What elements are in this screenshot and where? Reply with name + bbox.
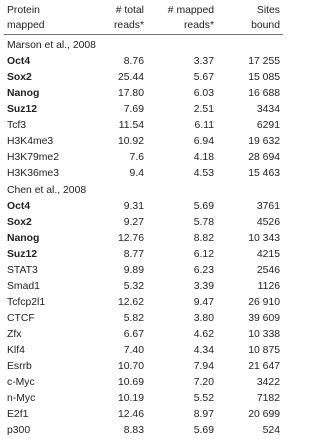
table-header xyxy=(4,4,283,35)
total-reads-cell: 12.46 xyxy=(80,407,147,423)
total-reads-cell: 11.54 xyxy=(80,118,147,134)
sites-bound-cell: 524 xyxy=(217,423,283,439)
header-sites: Sites xyxy=(217,4,283,19)
sites-bound-cell: 20 699 xyxy=(217,407,283,423)
section-heading-row xyxy=(4,182,283,199)
protein-name-cell: Suz12 xyxy=(4,247,80,263)
mapped-reads-cell: 6.94 xyxy=(147,134,217,150)
total-reads-cell: 10.92 xyxy=(80,134,147,150)
mapped-reads-cell: 5.69 xyxy=(147,423,217,439)
sites-bound-cell: 4526 xyxy=(217,215,283,231)
mapped-reads-cell: 7.94 xyxy=(147,359,217,375)
sites-bound-cell: 21 647 xyxy=(217,359,283,375)
mapped-reads-cell: 9.47 xyxy=(147,295,217,311)
protein-name-cell: H3K4me3 xyxy=(4,134,80,150)
table-row xyxy=(4,247,283,263)
table-row xyxy=(4,118,283,134)
total-reads-cell: 10.70 xyxy=(80,359,147,375)
mapped-reads-cell: 7.20 xyxy=(147,375,217,391)
sites-bound-cell: 10 338 xyxy=(217,327,283,343)
sites-bound-cell: 28 694 xyxy=(217,150,283,166)
mapped-reads-cell: 3.80 xyxy=(147,311,217,327)
sites-bound-cell: 19 632 xyxy=(217,134,283,150)
table-row xyxy=(4,70,283,86)
total-reads-cell: 12.62 xyxy=(80,295,147,311)
sites-bound-cell: 17 255 xyxy=(217,54,283,70)
mapped-reads-cell: 4.18 xyxy=(147,150,217,166)
mapped-reads-cell: 4.34 xyxy=(147,343,217,359)
header-protein-line2: mapped xyxy=(4,19,80,35)
total-reads-cell: 9.89 xyxy=(80,263,147,279)
table-body xyxy=(4,35,283,439)
table-row xyxy=(4,54,283,70)
total-reads-cell: 12.76 xyxy=(80,231,147,247)
sites-bound-cell: 26 910 xyxy=(217,295,283,311)
protein-name-cell: Esrrb xyxy=(4,359,80,375)
mapped-reads-cell: 2.51 xyxy=(147,102,217,118)
header-mapped-reads-line2: reads* xyxy=(147,19,217,35)
total-reads-cell: 9.31 xyxy=(80,199,147,215)
sites-bound-cell: 16 688 xyxy=(217,86,283,102)
table-row xyxy=(4,359,283,375)
sites-bound-cell: 3422 xyxy=(217,375,283,391)
protein-name-cell: Klf4 xyxy=(4,343,80,359)
table-row xyxy=(4,150,283,166)
table-row xyxy=(4,263,283,279)
total-reads-cell: 10.69 xyxy=(80,375,147,391)
protein-name-cell: Smad1 xyxy=(4,279,80,295)
table-row xyxy=(4,423,283,439)
sites-bound-cell: 4215 xyxy=(217,247,283,263)
total-reads-cell: 17.80 xyxy=(80,86,147,102)
header-sites-line2: bound xyxy=(217,19,283,35)
table-row xyxy=(4,86,283,102)
table-row xyxy=(4,375,283,391)
sites-bound-cell: 10 875 xyxy=(217,343,283,359)
protein-name-cell: Tcfcp2l1 xyxy=(4,295,80,311)
table-row xyxy=(4,407,283,423)
mapped-reads-cell: 6.03 xyxy=(147,86,217,102)
protein-name-cell: Tcf3 xyxy=(4,118,80,134)
sites-bound-cell: 39 609 xyxy=(217,311,283,327)
header-total-reads: # total xyxy=(80,4,147,19)
protein-name-cell: Oct4 xyxy=(4,54,80,70)
protein-name-cell: H3K36me3 xyxy=(4,166,80,182)
mapped-reads-cell: 3.39 xyxy=(147,279,217,295)
mapped-reads-cell: 5.78 xyxy=(147,215,217,231)
table-row xyxy=(4,295,283,311)
mapped-reads-cell: 6.12 xyxy=(147,247,217,263)
mapped-reads-cell: 3.37 xyxy=(147,54,217,70)
total-reads-cell: 8.76 xyxy=(80,54,147,70)
total-reads-cell: 5.32 xyxy=(80,279,147,295)
table-row xyxy=(4,215,283,231)
table-row xyxy=(4,134,283,150)
section-title: Chen et al., 2008 xyxy=(4,182,283,199)
section-title: Marson et al., 2008 xyxy=(4,35,283,54)
header-mapped-reads: # mapped xyxy=(147,4,217,19)
protein-name-cell: CTCF xyxy=(4,311,80,327)
sites-bound-cell: 3434 xyxy=(217,102,283,118)
protein-name-cell: E2f1 xyxy=(4,407,80,423)
total-reads-cell: 8.77 xyxy=(80,247,147,263)
table-row xyxy=(4,327,283,343)
table-row xyxy=(4,199,283,215)
protein-name-cell: STAT3 xyxy=(4,263,80,279)
total-reads-cell: 7.40 xyxy=(80,343,147,359)
protein-name-cell: Suz12 xyxy=(4,102,80,118)
mapped-reads-cell: 8.97 xyxy=(147,407,217,423)
mapped-reads-cell: 8.82 xyxy=(147,231,217,247)
mapped-reads-cell: 4.53 xyxy=(147,166,217,182)
total-reads-cell: 9.27 xyxy=(80,215,147,231)
table-row xyxy=(4,343,283,359)
protein-name-cell: p300 xyxy=(4,423,80,439)
protein-name-cell: c-Myc xyxy=(4,375,80,391)
header-protein: Protein xyxy=(4,4,80,19)
table-row xyxy=(4,231,283,247)
protein-name-cell: n-Myc xyxy=(4,391,80,407)
mapped-reads-cell: 4.62 xyxy=(147,327,217,343)
sites-bound-cell: 15 463 xyxy=(217,166,283,182)
protein-name-cell: Sox2 xyxy=(4,70,80,86)
protein-name-cell: H3K79me2 xyxy=(4,150,80,166)
sites-bound-cell: 1126 xyxy=(217,279,283,295)
total-reads-cell: 10.19 xyxy=(80,391,147,407)
sites-bound-cell: 3761 xyxy=(217,199,283,215)
table-row xyxy=(4,311,283,327)
total-reads-cell: 5.82 xyxy=(80,311,147,327)
total-reads-cell: 7.69 xyxy=(80,102,147,118)
protein-name-cell: Zfx xyxy=(4,327,80,343)
reads-table xyxy=(4,4,283,439)
total-reads-cell: 7.6 xyxy=(80,150,147,166)
mapped-reads-cell: 6.23 xyxy=(147,263,217,279)
protein-name-cell: Nanog xyxy=(4,86,80,102)
protein-name-cell: Nanog xyxy=(4,231,80,247)
mapped-reads-cell: 6.11 xyxy=(147,118,217,134)
mapped-reads-cell: 5.67 xyxy=(147,70,217,86)
section-heading-row xyxy=(4,35,283,54)
total-reads-cell: 25.44 xyxy=(80,70,147,86)
table-row xyxy=(4,279,283,295)
total-reads-cell: 6.67 xyxy=(80,327,147,343)
sites-bound-cell: 10 343 xyxy=(217,231,283,247)
total-reads-cell: 9.4 xyxy=(80,166,147,182)
protein-name-cell: Oct4 xyxy=(4,199,80,215)
header-total-reads-line2: reads* xyxy=(80,19,147,35)
sites-bound-cell: 2546 xyxy=(217,263,283,279)
table-row xyxy=(4,166,283,182)
table-row xyxy=(4,391,283,407)
sites-bound-cell: 7182 xyxy=(217,391,283,407)
mapped-reads-cell: 5.69 xyxy=(147,199,217,215)
table-row xyxy=(4,102,283,118)
sites-bound-cell: 6291 xyxy=(217,118,283,134)
protein-name-cell: Sox2 xyxy=(4,215,80,231)
total-reads-cell: 8.83 xyxy=(80,423,147,439)
mapped-reads-cell: 5.52 xyxy=(147,391,217,407)
sites-bound-cell: 15 085 xyxy=(217,70,283,86)
